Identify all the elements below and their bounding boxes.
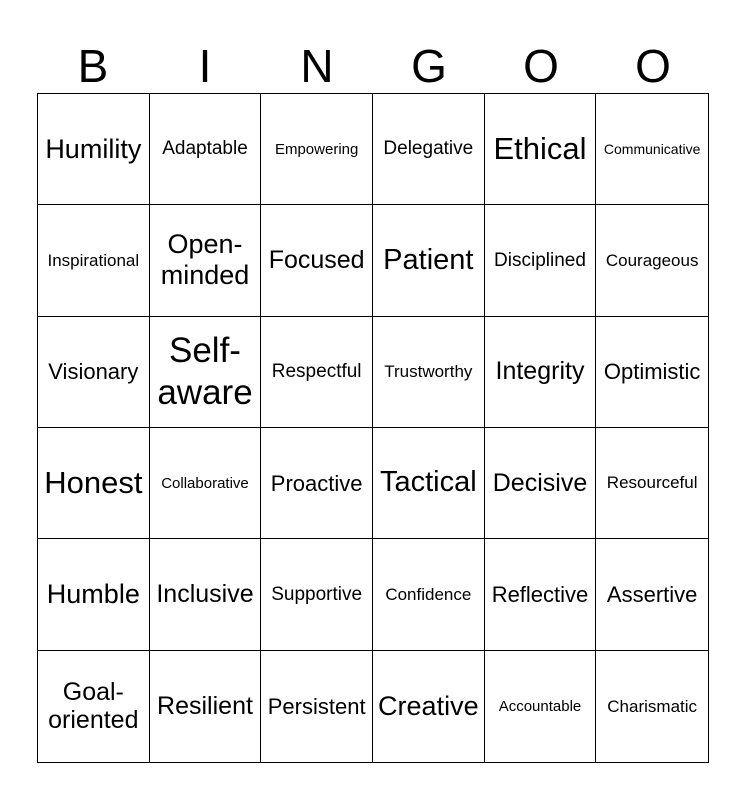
cell-text: Patient — [383, 243, 474, 276]
header-letter-i: I — [198, 39, 212, 92]
cell-text: Self- aware — [157, 330, 253, 412]
bingo-cell[interactable] — [150, 539, 262, 650]
cell-text: Integrity — [495, 357, 585, 386]
bingo-cell[interactable] — [596, 205, 708, 316]
bingo-cell[interactable] — [38, 205, 150, 316]
cell-text: Accountable — [498, 697, 582, 715]
bingo-cell[interactable] — [373, 317, 485, 428]
bingo-cell[interactable] — [38, 651, 150, 762]
cell-text: Confidence — [385, 584, 472, 604]
header-letter-b: B — [77, 39, 109, 92]
cell-text: Resourceful — [606, 473, 698, 493]
cell-text: Empowering — [274, 140, 359, 158]
cell-text: Humility — [45, 133, 142, 164]
cell-text: Disciplined — [494, 249, 586, 271]
cell-text: Trustworthy — [384, 362, 473, 382]
cell-text: Optimistic — [603, 359, 701, 385]
cell-text: Supportive — [271, 583, 363, 605]
bingo-cell[interactable] — [261, 428, 373, 539]
cell-text: Assertive — [606, 581, 698, 607]
bingo-cell[interactable] — [596, 651, 708, 762]
bingo-cell[interactable] — [261, 651, 373, 762]
cell-text: Ethical — [493, 131, 587, 167]
cell-text: Visionary — [48, 359, 139, 385]
bingo-card-grid — [37, 93, 709, 763]
bingo-cell[interactable] — [373, 539, 485, 650]
bingo-cell[interactable] — [596, 539, 708, 650]
cell-text: Creative — [378, 690, 479, 721]
bingo-cell[interactable] — [373, 94, 485, 205]
cell-text: Tactical — [379, 466, 477, 499]
bingo-cell[interactable] — [38, 317, 150, 428]
cell-text: Communicative — [603, 141, 701, 158]
bingo-cell[interactable] — [150, 317, 262, 428]
cell-text: Adaptable — [162, 138, 248, 160]
bingo-cell[interactable] — [261, 539, 373, 650]
header-letter-n: N — [300, 39, 334, 92]
bingo-cell[interactable] — [485, 651, 597, 762]
header-letter-g: G — [411, 39, 447, 92]
cell-text: Respectful — [271, 360, 362, 382]
bingo-cell[interactable] — [596, 94, 708, 205]
bingo-cell[interactable] — [373, 428, 485, 539]
bingo-cell[interactable] — [38, 428, 150, 539]
bingo-cell[interactable] — [485, 539, 597, 650]
bingo-cell[interactable] — [150, 428, 262, 539]
cell-text: Charismatic — [607, 696, 698, 716]
bingo-cell[interactable] — [485, 317, 597, 428]
bingo-cell[interactable] — [261, 94, 373, 205]
cell-text: Inclusive — [156, 580, 254, 609]
bingo-cell[interactable] — [38, 539, 150, 650]
bingo-cell[interactable] — [485, 94, 597, 205]
bingo-cell[interactable] — [485, 428, 597, 539]
header-letter-o-2: O — [635, 39, 671, 92]
cell-text: Reflective — [491, 581, 589, 607]
bingo-cell[interactable] — [373, 205, 485, 316]
bingo-cell[interactable] — [373, 651, 485, 762]
cell-text: Proactive — [270, 470, 363, 496]
cell-text: Honest — [44, 465, 143, 501]
bingo-cell[interactable] — [596, 428, 708, 539]
cell-text: Humble — [46, 578, 140, 609]
cell-text: Inspirational — [47, 250, 140, 270]
bingo-header — [37, 38, 709, 93]
bingo-cell[interactable] — [150, 205, 262, 316]
bingo-cell[interactable] — [261, 205, 373, 316]
cell-text: Open- minded — [160, 229, 250, 291]
cell-text: Delegative — [383, 138, 474, 160]
bingo-cell[interactable] — [485, 205, 597, 316]
cell-text: Goal- oriented — [48, 677, 139, 735]
bingo-cell[interactable] — [38, 94, 150, 205]
cell-text: Resilient — [157, 691, 253, 720]
cell-text: Focused — [268, 246, 365, 275]
header-letter-o: O — [523, 39, 559, 92]
cell-text: Collaborative — [161, 474, 249, 492]
bingo-cell[interactable] — [150, 94, 262, 205]
bingo-cell[interactable] — [596, 317, 708, 428]
cell-text: Courageous — [605, 250, 699, 270]
bingo-cell[interactable] — [150, 651, 262, 762]
cell-text: Persistent — [267, 693, 366, 719]
cell-text: Decisive — [492, 468, 588, 497]
bingo-cell[interactable] — [261, 317, 373, 428]
